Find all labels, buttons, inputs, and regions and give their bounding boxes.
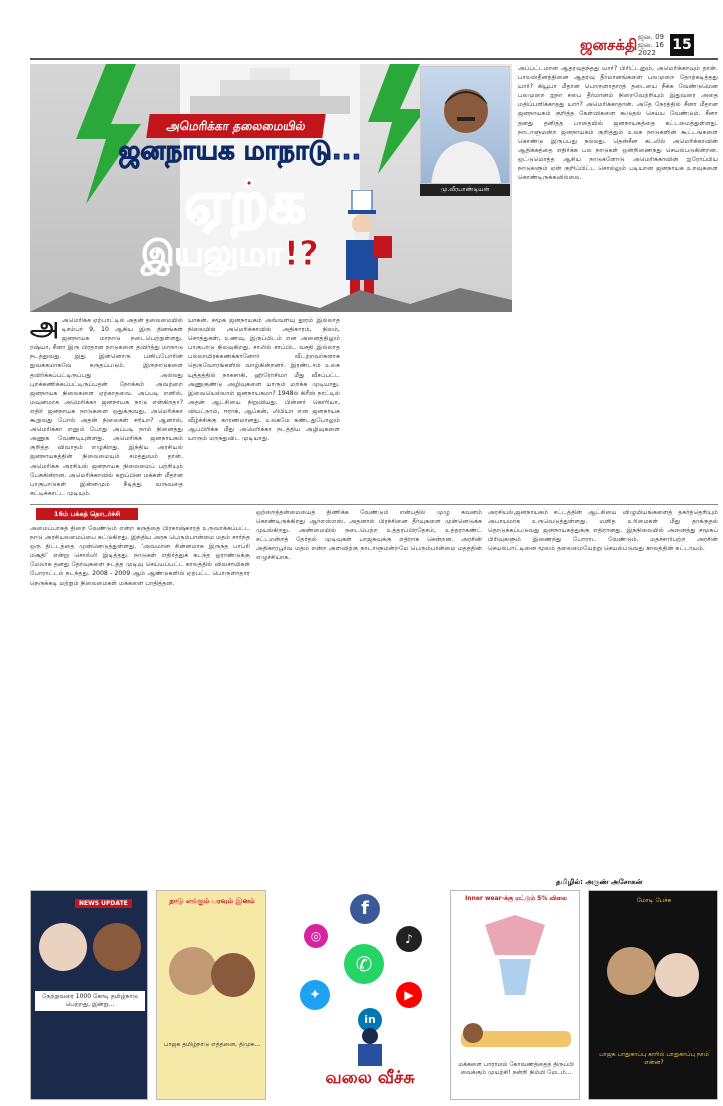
tiktok-icon: ♪ <box>396 926 422 952</box>
masthead-date: ஜன. 09 ஜன. 16 2022 <box>638 33 664 57</box>
portrait-group-icon <box>163 931 261 1021</box>
person-with-phone-icon <box>330 1026 410 1066</box>
whatsapp-icon: ✆ <box>344 944 384 984</box>
hero-title-line3: இயலுமா!? <box>141 234 319 274</box>
header-rule <box>30 58 718 60</box>
thumbnail-5 <box>588 890 718 1100</box>
article-column-1: அஅமெரிக்க ஏற்பாட்டில் அதன் தலைமையில் டிசம்பர் 9, 10 ஆகிய இரு தினங்கள் ஜனநாயக மாநாடு நடைபெற்றுள்ளது. ரஷ்யா, சீனா இரு பிரதான நாடுகளை தவிர்த்து மாநாடு நடத்துவது. இது இன்னொரு பனிப்போரின் துவக்கமாகவே கருதப்படும். இருநாடுகளை தவிர்க்கப்பட்டிருப்பது அல்லது புறக்கணிக்கப்பட்டிருப்பதன் நோக்கம் அவற்றை ஜனநாயக நிலைகளை ஏற்காதவை. அப்படி எனில், மவுனமாக அமெரிக்கா ஜனநாயக நாடு என்கிறதா? எதிர் ஜனநாயக நாடுகளை ஒதுக்குவது, அமெரிக்கா கூறுவது போல் அதன் நிலைகள் சரியா? ஆனால், அமெரிக்கா எனும் போது அப்படி நாம் நினைத்து அணுக வேண்டியுள்ளது. அமெரிக்க ஜனநாயகம் குறித்த விவாதம் எழுகிறது. இந்திய அரசியல் ஜனநாயகத்தின் நிலைமையும் சமத்துவம் தான். அமெரிக்க அரசியல் ஜனநாயக நிலைமைப் பற்றியும் பேசுகின்றன. அமெரிக்காவில் கறுப்பின மக்கள் மீதான பாகுபாடுகள் இன்னமும் நீடித்து வருவதை சுட்டிக்காட்ட முடியும். <box>30 316 183 497</box>
masthead-title: ஜனசக்தி <box>580 36 638 54</box>
thumb-caption: நேற்றுவரை 1000 கோடி தமிழ்நாடு பெற்றது, இன்று... <box>35 991 145 1011</box>
facebook-icon: f <box>350 894 380 924</box>
page-number: 15 <box>670 34 694 56</box>
hero-title-line1: ஜனநாயக மாநாடு... <box>118 136 362 166</box>
article-column-4: அமைப்பாகத் திறை வேண்டும் என்ற கருத்தை பிரகாஷ்காரத் உருவாக்கப்பட்ட நாடு அரசியலமைப்பை சுட்டுகிறது. இந்திய அரசு பெரும்பான்மை மதம் சார்ந்த ஒரு திட்டத்தை முன்னெடுத்துள்ளது. ‘அவமான சின்னமாக இருந்த பாப்ரி மசூதி’ என்று சொல்லி இடித்தது. நாடுகள் எதிர்த்துக் கடந்த ஓராண்டுக்கு மேலாக தனது தேர்வுகளை நடத்த முடிவு செய்யப்பட்ட காலத்தில் விவசாயிகள் போராட்டம் நடந்தது. 2008 - 2009 ஆம் ஆண்டுகளில் ஏற்பட்ட பொருளாதார நெருக்கடி மற்றும் நிலைமைகள் மக்களை பாதித்தன. <box>30 525 250 587</box>
thumb-tag: NEWS UPDATE <box>75 899 132 908</box>
author-caption: மு.வீரபாண்டியன் <box>420 184 510 196</box>
article-column-6: அரசியல்,ஜனநாயகம் சட்டத்தின் ஆட்சியை விழுமியங்களைத் தகர்த்தெறியும் அபாயமாக உருவெடுத்துள்ளது. மனித உரிமைகள் மீது தாக்குதல் தொடுக்கப்படுவது ஜனநாயகத்துக்கு எதிரானது. இந்நிலையில் அனைத்து சமூகப் பிரிவுகளும் இணைந்து போராட வேண்டும். மதச்சார்பற்ற அரசின் செயல்பாட்டினை மூலம் தலைமையேற்று செயல்படுவது காலத்தின் கட்டாயம். <box>488 509 718 553</box>
thumbnail-1 <box>30 890 148 1100</box>
thumb-tag: மோடி பேச்சு <box>636 897 672 904</box>
byline: தமிழில்: அருண் அசோகன் <box>556 878 643 886</box>
hero-title-line2: ஏற்க <box>184 168 306 236</box>
article-column-3-lower <box>346 316 514 502</box>
author-photo <box>420 66 510 184</box>
article-column-5: ஒற்றைத்தன்மையைத் திணிக்க வேண்டும் என்பதில் முழு கவனம் கொண்டிருக்கிறது ஆர்எஸ்எஸ். அதனால் பிரச்சினை தீர்வுகளை முன்னெடுக்க முயல்கிறது. அண்மையில் நடைபெற்ற உத்தரப்பிரதேசம், உத்தராகண்ட் சட்டமன்றத் தேர்தல் முடிவுகள் பாஜகவுக்கு எதிராக சென்றன. அரசின் அதிகாரபூர்வ மதம் என்ற அளவிற்கு நாடாளுமன்றமே பெரும்பான்மை மதத்தின் எழுச்சியாக. <box>256 509 482 562</box>
instagram-icon: ◎ <box>304 924 328 948</box>
thumb-caption: பாஜக தமிழ்நாடு எத்தனை, திமுக... <box>163 1041 261 1048</box>
man-lying-icon <box>457 1011 575 1057</box>
article-column-3: அப்பட்டமான ஆதரவுதந்தது யார்? பிரிட்டனும், அமெரிக்காவும் தான். பாலஸ்தீனத்தினை ஆதரவு தீர்மானங்களை பலமுறை தோற்கடித்தது யார்? கியூபா மீதான பொருளாதாரத் தடையை நீக்க வேண்டுமென பலமுறை ஐநா சபை தீர்மானம் நிறைவேற்றியும் இதுவரை அதை மதிப்பளிக்காதது யார்? அமெரிக்காதான். அதே நேரத்தில் சீனா மீதான ஜனநாயகம் குறித்த கேள்விகளை கூடுதல் செய்ய வேண்டும். சீனா தனது தனித்த பாதையில் ஜனநாயகத்தை கட்டமைத்துள்ளது. நாடாளுமன்ற ஜனநாயகம் குறித்தும் உலக நாடுகளின் கூட்டங்களை கொண்டு இருப்பது நல்லது. தென்சீன கடலில் அமெரிக்காவின் ஆதிக்கத்தை எதிர்க்க பல நாடுகள் ஒன்றிணைந்து செயல்படுகின்றன. ஒட்டுமொத்த ஆசிய நாடுகளோடு அமெரிக்காவின் ஐரோப்பிய நாடுகளும் ஏன் குறிப்பிட்ட சொல்லும் படியான ஜனநாயக உறவுகளை கொண்டிருக்கவில்லை. <box>518 65 718 182</box>
portrait-pair-icon <box>35 913 145 983</box>
thumbnail-4 <box>450 890 580 1100</box>
article-column-2: யாகன். சமூக ஜனநாயகம் அவ்வளவு தூரம் இல்லாத நிலையில் அமெரிக்காவில் அதிகாரம், நிலம், சொத்துகள், உணவு, இருப்பிடம் என அனைத்திலும் பாகுபாடு நிலவுகிறது. சாலில் சாப்பிட வசதி இல்லாத பல்லாயிரக்கணக்கானோர் வீடற்றவர்களாக தெருவோரங்களில் வாழ்கின்றனர். இரண்டாம் உலக யுத்தத்தில் நாகசாகி, ஹிரோசிமா மீது வீசப்பட்ட அணுகுண்டு அழிவுகளை யாரும் மறக்க முடியாது. இவையெல்லாம் ஜனநாயகமா? 1948ல் கிரீஸ் நாட்டில் அதன் ஆட்சியை நிறுவியது. பின்னர் கொரியா, வியட்நாம், ஈராக், ஆப்கன், லிபியா என ஜனநாயக வீழ்ச்சிக்கு காரணமானது. உலகமே கண்டதுபோலும் ஆப்பிரிக்க மீது அமெரிக்கா நடத்திய அழிவுகளை யாரும் மறந்துவிட முடியாது. <box>188 317 340 443</box>
section-divider <box>30 504 718 505</box>
portrait-group-icon <box>597 931 711 1031</box>
dropcap: அ <box>30 316 59 342</box>
rubble-icon <box>30 274 512 312</box>
continuation-box: 16ம் பக்கத் தொடர்ச்சி <box>36 508 138 520</box>
twitter-icon: ✦ <box>300 980 330 1010</box>
thumb-caption: மக்களை பாராமல் கோவணத்தைத் திருப்பி வைக்கும் முயற்சி! நன்றி நிம்மி மேடம்... <box>458 1061 574 1076</box>
social-icons-cluster <box>300 886 440 1096</box>
thumb-tag: நாடு எங்கும் பரவும் இனம் <box>169 897 255 905</box>
hero-banner: அமெரிக்கா தலைமையில் <box>146 114 325 138</box>
capitol-dome-icon <box>180 66 360 116</box>
thumb-tag: Inner wear-க்கு மட்டும் 5% விலை <box>465 895 567 902</box>
author-portrait-icon <box>421 67 510 184</box>
linkedin-icon: in <box>358 1008 382 1032</box>
youtube-icon: ▶ <box>396 982 422 1008</box>
clothing-icon <box>465 915 567 1001</box>
vala-veechu-title: வலை வீச்சு <box>325 1068 415 1088</box>
thumbnail-2 <box>156 890 266 1100</box>
thumb-caption: பாஜக பாதுகாப்பு காரில் பாதுகாப்பு நாம் என்ன? <box>599 1051 709 1066</box>
vala-veechu-strip <box>30 886 718 1106</box>
